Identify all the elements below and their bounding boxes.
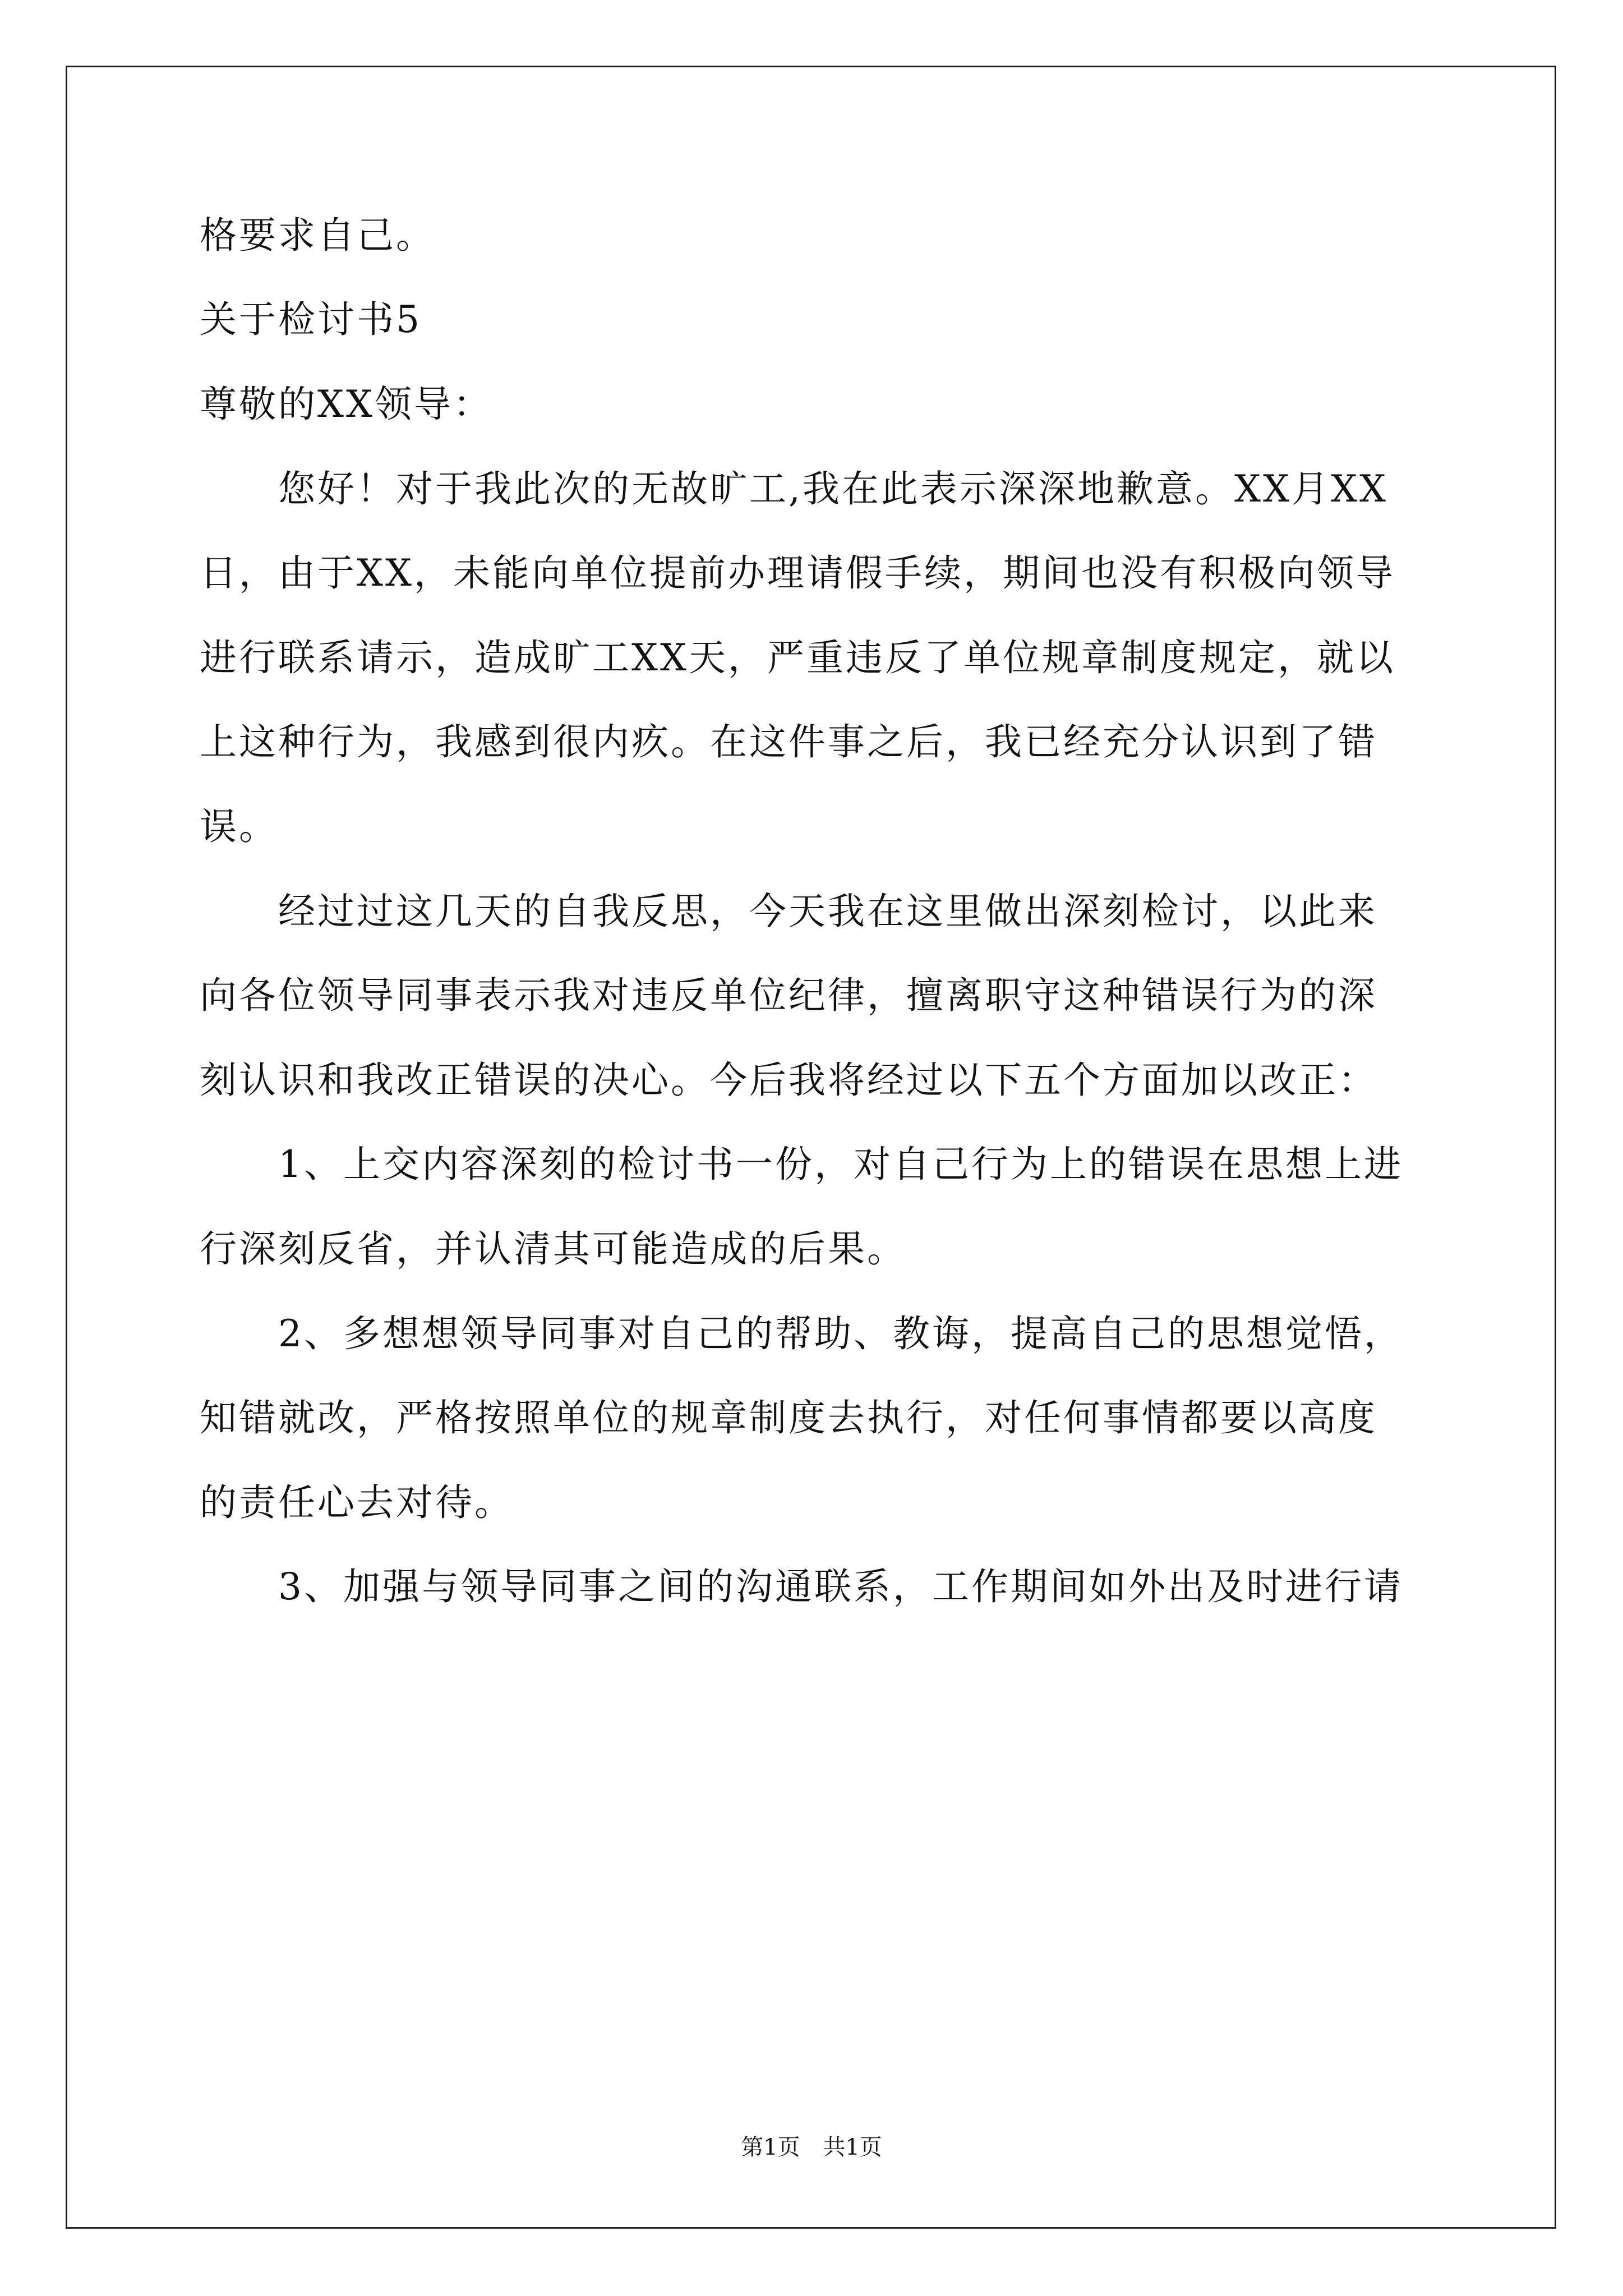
item-3-line-1: 3、加强与领导同事之间的沟通联系，工作期间如外出及时进行请 [278, 1565, 1403, 1608]
item-2-line-3: 的责任心去对待。 [200, 1481, 514, 1524]
page-number: 第1页 [741, 2134, 800, 2160]
salutation: 尊敬的XX领导： [200, 383, 492, 426]
section-heading: 关于检讨书5 [200, 298, 422, 341]
item-1-line-2: 行深刻反省，并认清其可能造成的后果。 [200, 1227, 906, 1271]
page-total: 共1页 [823, 2134, 882, 2160]
item-2-line-1: 2、多想想领导同事对自己的帮助、教诲，提高自己的思想觉悟， [278, 1312, 1403, 1355]
paragraph-2-line-2: 向各位领导同事表示我对违反单位纪律，擅离职守这种错误行为的深 [200, 974, 1377, 1017]
item-1-line-1: 1、上交内容深刻的检讨书一份，对自己行为上的错误在思想上进 [278, 1143, 1403, 1186]
paragraph-1-line-5: 误。 [200, 805, 278, 848]
paragraph-1-line-3: 进行联系请示，造成旷工XX天，严重违反了单位规章制度规定，就以 [200, 636, 1395, 679]
paragraph-1-line-4: 上这种行为，我感到很内疚。在这件事之后，我已经充分认识到了错 [200, 720, 1377, 763]
text-line-continuation: 格要求自己。 [200, 214, 435, 257]
paragraph-2-line-3: 刻认识和我改正错误的决心。今后我将经过以下五个方面加以改正： [200, 1059, 1377, 1102]
paragraph-1-line-2: 日，由于XX，未能向单位提前办理请假手续，期间也没有积极向领导 [200, 551, 1395, 595]
item-2-line-2: 知错就改，严格按照单位的规章制度去执行，对任何事情都要以高度 [200, 1396, 1377, 1439]
page-footer [0, 2133, 1623, 2161]
paragraph-2-line-1: 经过过这几天的自我反思，今天我在这里做出深刻检讨，以此来 [278, 890, 1377, 933]
paragraph-1-line-1: 您好！对于我此次的无故旷工,我在此表示深深地歉意。XX月XX [278, 467, 1388, 510]
